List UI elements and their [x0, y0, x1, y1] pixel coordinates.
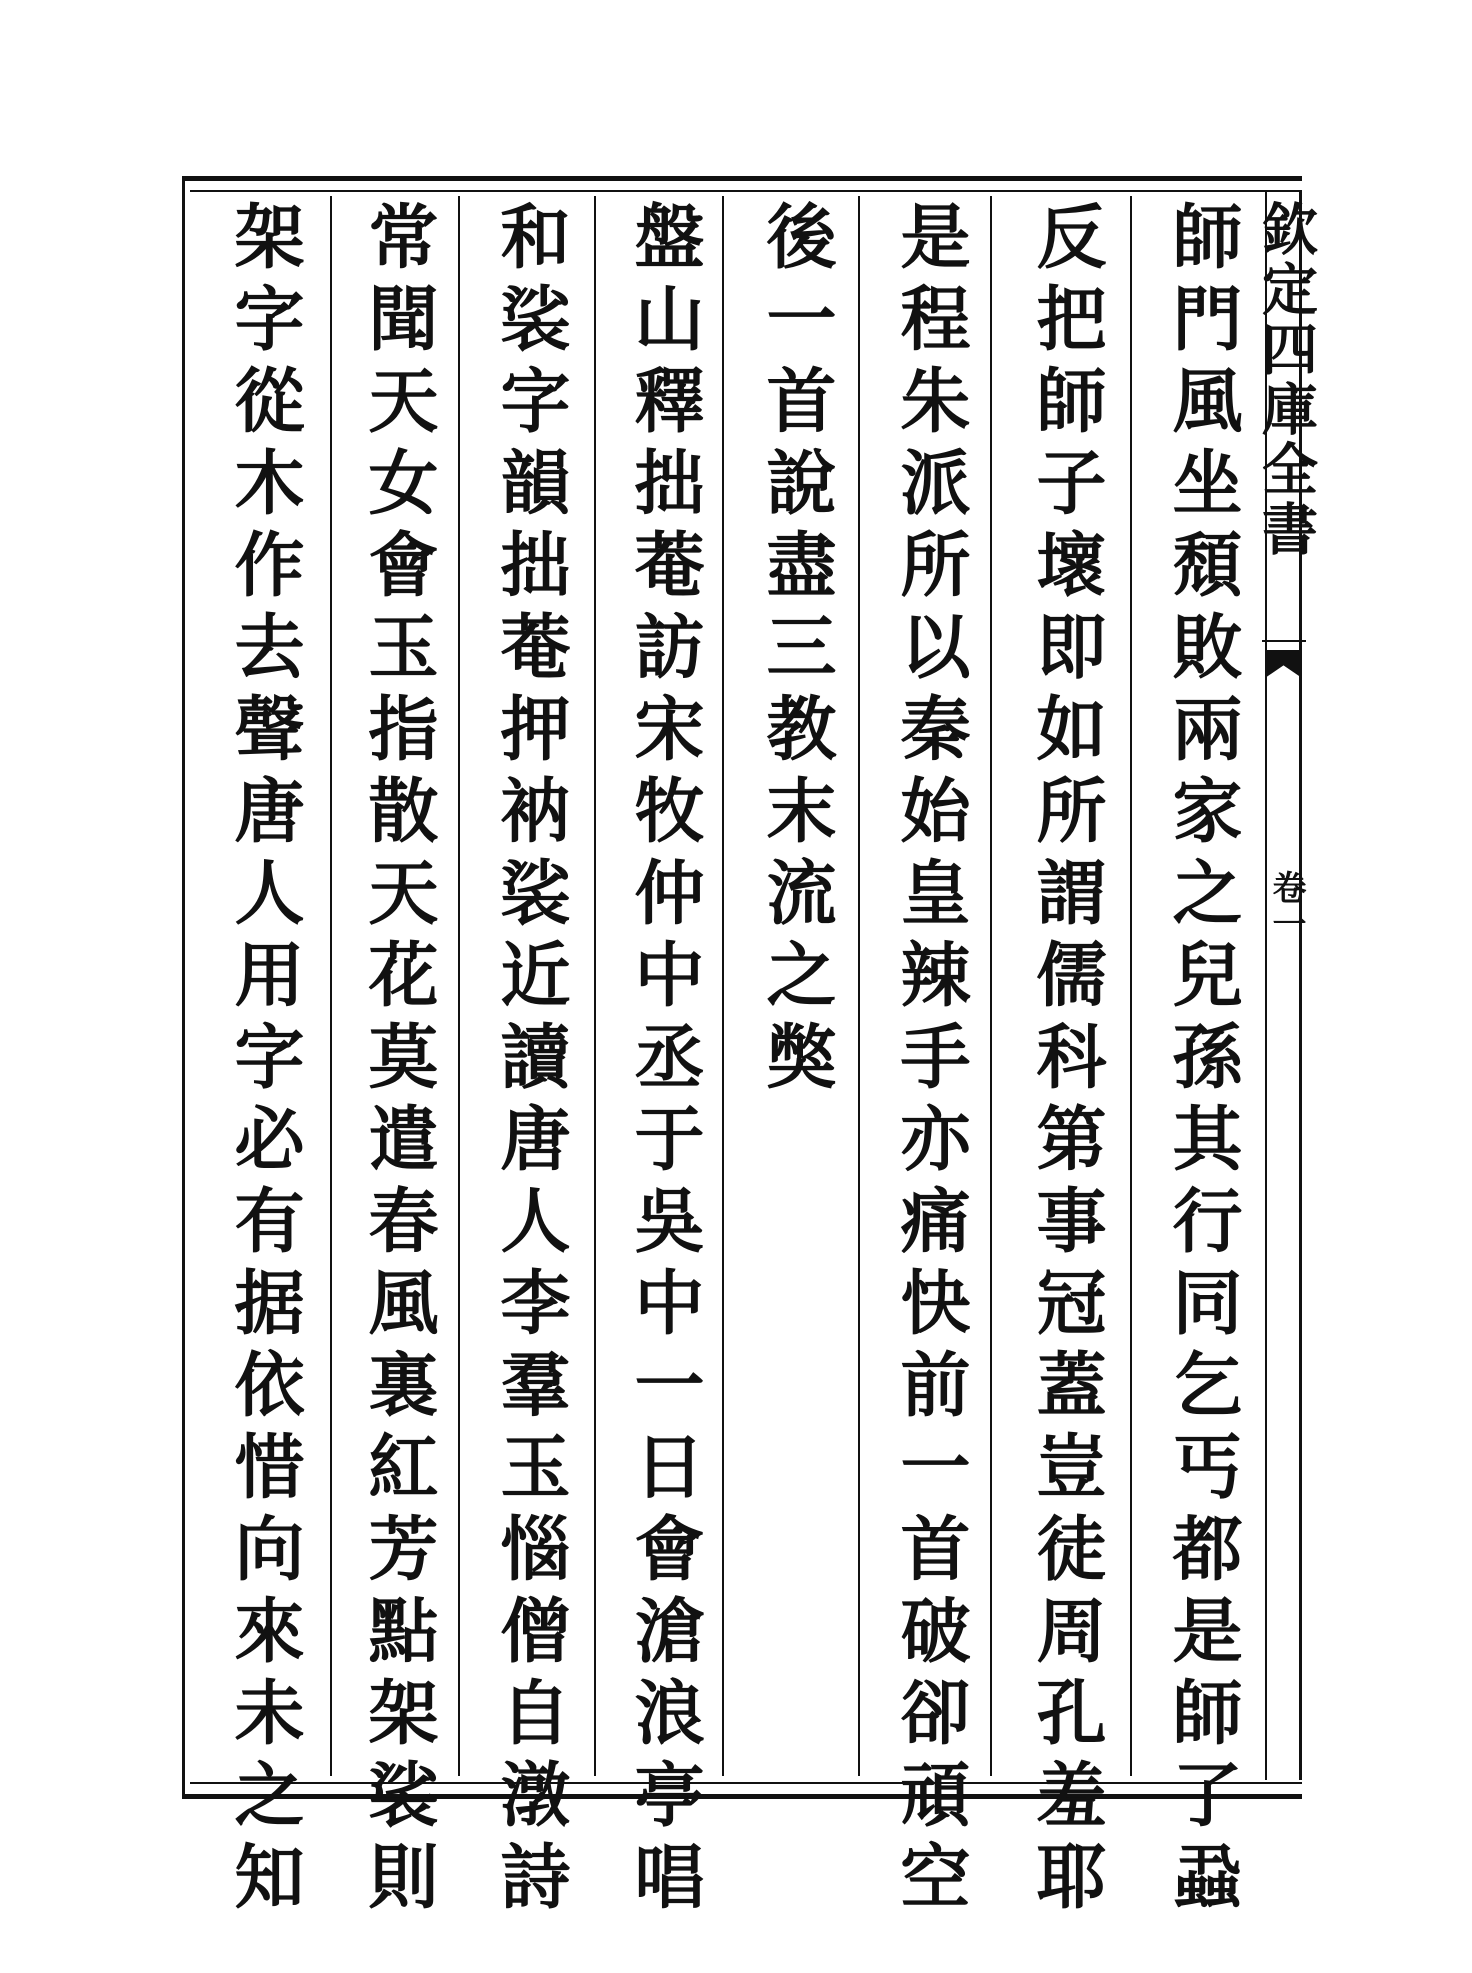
book-title: 欽定四庫全書 — [1253, 200, 1319, 560]
text-column-7 — [338, 200, 458, 1922]
column-rule — [858, 196, 860, 1776]
text-column-3 — [870, 200, 990, 1922]
column-text: 後一首說盡三教末流之獘 — [755, 200, 838, 1102]
text-column-8 — [204, 200, 324, 1922]
column-text: 和裟字韻拙菴押衲裟近讀唐人李羣玉惱僧自潡詩 — [489, 200, 572, 1922]
text-column-2 — [1006, 200, 1126, 1922]
text-column-1 — [1142, 200, 1262, 1922]
column-rule — [990, 196, 992, 1776]
column-text: 師門風坐頹敗兩家之兒孫其行同乞丐都是師了蝨 — [1161, 200, 1244, 1922]
column-rule — [458, 196, 460, 1776]
column-rule — [330, 196, 332, 1776]
inner-rule-top — [190, 190, 1302, 192]
text-column-4 — [736, 200, 856, 1760]
column-text: 反把師子壞即如所謂儒科第事冠蓋豈徒周孔羞耶 — [1025, 200, 1108, 1922]
column-rule — [1130, 196, 1132, 1776]
column-text: 常聞天女會玉指散天花莫遣春風裏紅芳點架裟則 — [357, 200, 440, 1922]
juan-label: 卷一 — [1266, 870, 1306, 942]
text-column-6 — [470, 200, 590, 1922]
column-text: 架字從木作去聲唐人用字必有据依惜向來未之知 — [223, 200, 306, 1922]
text-column-5 — [604, 200, 724, 1922]
column-text: 盤山釋拙菴訪宋牧仲中丞于吳中一日會滄浪亭唱 — [623, 200, 706, 1922]
column-text: 是程朱派所以秦始皇辣手亦痛快前一首破卻頑空 — [889, 200, 972, 1922]
column-rule — [594, 196, 596, 1776]
